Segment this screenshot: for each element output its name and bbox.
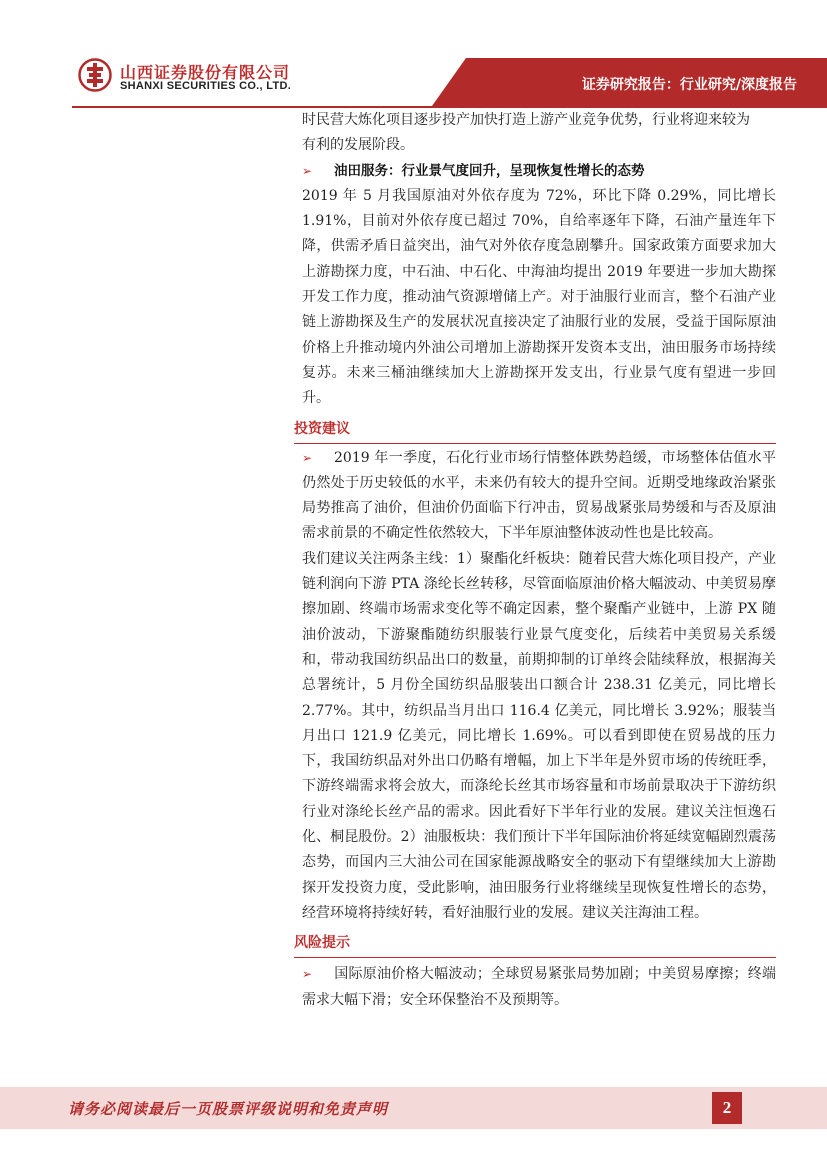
paragraph-intro-line-2: 有利的发展阶段。 bbox=[302, 137, 414, 154]
company-name-cn: 山西证券股份有限公司 bbox=[120, 63, 291, 82]
report-body bbox=[294, 108, 776, 1013]
risk-heading bbox=[294, 928, 776, 958]
arrow-bullet-icon: ➢ bbox=[302, 967, 313, 982]
invest-bullet-text: 2019 年一季度，石化行业市场行情整体跌势趋缓，市场整体估值水平仍然处于历史较低的水平，未来仍有较大的提升空间。近期受地缘政治紧张局势推高了油价，但油价仍面临下行冲击，贸易战紧张局势缓和与否及原油需求前景的不确定性依然较大，下半年原油整体波动性也是比较高。 bbox=[302, 449, 776, 542]
page-header bbox=[0, 0, 827, 110]
risk-bullet-text: 国际原油价格大幅波动；全球贸易紧张局势加剧；中美贸易摩擦；终端需求大幅下滑；安全环保整治不及预期等。 bbox=[302, 966, 776, 1008]
footer-disclaimer: 请务必阅读最后一页股票评级说明和免责声明 bbox=[68, 1100, 389, 1118]
oil-service-bullet bbox=[302, 159, 776, 184]
page-number: 2 bbox=[712, 1092, 742, 1124]
invest-heading-rule bbox=[294, 443, 776, 444]
invest-bullet-paragraph bbox=[302, 446, 776, 547]
risk-heading-rule bbox=[294, 957, 776, 958]
invest-paragraph: 我们建议关注两条主线：1）聚酯化纤板块：随着民营大炼化项目投产，产业链利润向下游 PTA 涤纶长丝转移，尽管面临原油价格大幅波动、中美贸易摩擦加剧、终端市场需求变化等不确定因素，整个聚酯产业链中，上游 PX 随油价波动，下游聚酯随纺织服装行业景气度变化，后续若中美贸易关系缓和，带动我国纺织品出口的数量，前期抑制的订单终会陆续释放，根据海关总署统计，5 月份全国纺织品服装出口额合计 238.31 亿美元，同比增长 2.77%。其中，纺织品当月出口 116.4 亿美元，同比增长 3.92%；服装当月出口 121.9 亿美元，同比增长 1.69%。可以看到即使在贸易战的压力下，我国纺织品对外出口仍略有增幅，加上下半年是外贸市场的传统旺季，下游终端需求将会放大，而涤纶长丝其市场容量和市场前景取决于下游纺织行业对涤纶长丝产品的需求。因此看好下半年行业的发展。建议关注恒逸石化、桐昆股份。2）油服板块：我们预计下半年国际油价将延续宽幅剧烈震荡态势，而国内三大油公司在国家能源战略安全的驱动下有望继续加大上游勘探开发投资力度，受此影响，油田服务行业将继续呈现恢复性增长的态势，经营环境将持续好转，看好油服行业的发展。建议关注海油工程。 bbox=[302, 550, 776, 921]
oil-service-paragraph: 2019 年 5 月我国原油对外依存度为 72%，环比下降 0.29%，同比增长 1.91%，目前对外依存度已超过 70%，自给率逐年下降，石油产量连年下降，供需矛盾日益突出，油气对外依存度急剧攀升。国家政策方面要求加大上游勘探力度，中石油、中石化、中海油均提出 2019 年要进一步加大勘探开发工作力度，推动油气资源增储上产。对于油服行业而言，整个石油产业链上游勘探及生产的发展状况直接决定了油服行业的发展，受益于国际原油价格上升推动境内外油公司增加上游勘探开发资本支出，油田服务市场持续复苏。未来三桶油继续加大上游勘探开发支出，行业景气度有望进一步回升。 bbox=[302, 187, 776, 407]
risk-bullet-paragraph bbox=[302, 962, 776, 1013]
invest-heading-text: 投资建议 bbox=[294, 420, 350, 437]
oil-service-title: 油田服务：行业景气度回升，呈现恢复性增长的态势 bbox=[334, 162, 645, 179]
shanxi-securities-logo-icon bbox=[78, 58, 112, 92]
risk-heading-text: 风险提示 bbox=[294, 935, 350, 952]
paragraph-intro-line-1: 时民营大炼化项目逐步投产加快打造上游产业竞争优势，行业将迎来较为 bbox=[302, 112, 750, 128]
company-name-en: SHANXI SECURITIES CO., LTD. bbox=[120, 80, 292, 92]
arrow-bullet-icon: ➢ bbox=[302, 163, 313, 178]
report-type-label: 证券研究报告：行业研究/深度报告 bbox=[581, 77, 797, 93]
invest-heading bbox=[294, 414, 776, 444]
arrow-bullet-icon: ➢ bbox=[302, 450, 313, 465]
